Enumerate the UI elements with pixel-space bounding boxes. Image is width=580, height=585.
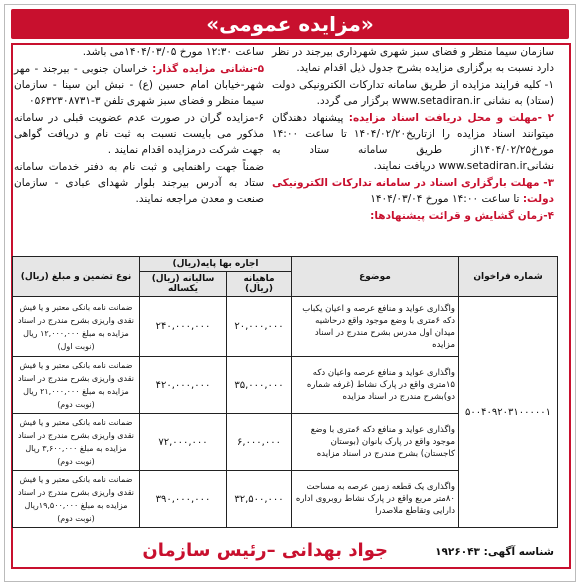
item-3	[272, 175, 554, 207]
item-4-label: ۴-زمان گشایش و قرائت پیشنهادها:	[370, 210, 554, 222]
announcement-text	[10, 44, 558, 250]
ad-number: شناسه آگهی: ۱۹۲۶۰۴۳	[435, 546, 554, 558]
header-yearly: سالیانه (ریال) یکساله	[140, 272, 227, 297]
monthly-cell: ۳۵,۰۰۰,۰۰۰	[227, 357, 292, 414]
text-column-right	[272, 44, 554, 225]
item-1: ۱- کلیه فرایند مزایده از طریق سامانه تدارکات الکترونیکی دولت (ستاد) به نشانی www.setadiran.ir برگزار می گردد.	[272, 79, 554, 107]
intro-paragraph: سازمان سیما منظر و فضای سبز شهری شهرداری بیرجند در نظر دارد نسبت به برگزاری مزایده بشرح جدول ذیل اقدام نماید.	[272, 46, 554, 74]
monthly-cell: ۳۲,۵۰۰,۰۰۰	[227, 471, 292, 528]
item-3-label: ۳- مهلت بارگزاری اسناد در سامانه تدارکات الکترونیکی دولت:	[272, 177, 554, 205]
title-banner	[11, 9, 569, 39]
table-row	[13, 297, 558, 357]
item-2	[272, 110, 554, 174]
yearly-cell: ۲۴۰,۰۰۰,۰۰۰	[140, 297, 227, 357]
footer	[10, 540, 558, 566]
item-2-text: پیشنهاد دهندگان میتوانند اسناد مزایده را ازتاریخ۱۴۰۴/۰۲/۲۰ تا ساعت ۱۴:۰۰ مورخ۱۴۰۴/۰۲/۲۵از طریق سامانه ستاد به نشانیwww.setadiran.ir دریافت نمایند.	[272, 112, 554, 172]
subject-cell: واگذاری عواید و منافع عرصه و اعیان یکباب دکه ۶متری با وضع موجود واقع درحاشیه میدان اول مدرس بشرح مندرج در اسناد مزایده	[292, 297, 459, 357]
item-5	[14, 61, 264, 109]
text-column-left	[14, 44, 264, 208]
item-7: ضمناً جهت راهنمایی و ثبت نام به دفتر خدمات سامانه ستاد به آدرس بیرجند بلوار شهدای عبادی - سازمان صنعت و معدن مراجعه نمایند.	[14, 161, 264, 205]
item-4	[272, 208, 554, 224]
item-5-text: خراسان جنوبی - بیرجند - مهر شهر-خیابان امام حسین (ع) - نبش ابن سینا - سازمان سیما منظر و فضای سبز شهری تلفن ۳-۰۵۶۳۲۳۰۸۷۳۱	[14, 63, 264, 107]
subject-cell: واگذاری یک قطعه زمین عرصه به مساحت ۸۰متر مربع واقع در پارک نشاط روبروی اداره دارایی وتقاطع ملاصدرا	[292, 471, 459, 528]
guarantee-cell: ضمانت نامه بانکی معتبر و یا فیش نقدی واریزی بشرح مندرج در اسناد مزایده به مبلغ ۱۹,۵۰۰,۰۰۰ریال (نوبت دوم)	[13, 471, 140, 528]
header-guarantee: نوع تضمین و مبلغ (ریال)	[13, 257, 140, 297]
header-base-rent: اجاره بها پایه(ریال)	[140, 257, 292, 272]
guarantee-cell: ضمانت نامه بانکی معتبر و یا فیش نقدی واریزی بشرح مندرج در اسناد مزایده به مبلغ ۲۱,۰۰۰,۰۰۰ ریال (نوبت دوم)	[13, 357, 140, 414]
guarantee-cell: ضمانت نامه بانکی معتبر و یا فیش نقدی واریزی بشرح مندرج در اسناد مزایده به مبلغ ۳,۶۰۰,۰۰۰ ریال (نوبت دوم)	[13, 414, 140, 471]
item-4-continued: ساعت ۱۲:۳۰ مورخ ۱۴۰۴/۰۳/۰۵می باشد.	[82, 46, 264, 58]
item-5-label: ۵-نشانی مزایده گذار:	[152, 63, 265, 75]
subject-cell: واگذاری عواید و منافع دکه ۶متری با وضع موجود واقع در پارک بانوان (بوستان کاجستان) بشرح مندرج در اسناد مزایده	[292, 414, 459, 471]
item-3-text: تا ساعت ۱۴:۰۰ مورخ ۱۴۰۴/۰۳/۰۴	[370, 193, 520, 205]
signer-name: جواد بهدانی –رئیس سازمان	[142, 540, 388, 561]
yearly-cell: ۴۲۰,۰۰۰,۰۰۰	[140, 357, 227, 414]
yearly-cell: ۷۲,۰۰۰,۰۰۰	[140, 414, 227, 471]
monthly-cell: ۲۰,۰۰۰,۰۰۰	[227, 297, 292, 357]
monthly-cell: ۶,۰۰۰,۰۰۰	[227, 414, 292, 471]
auction-table	[12, 256, 558, 528]
header-monthly: ماهیانه (ریال)	[227, 272, 292, 297]
guarantee-cell: ضمانت نامه بانکی معتبر و یا فیش نقدی واریزی بشرح مندرج در اسناد مزایده به مبلغ ۱۲,۰۰۰,۰۰۰ ریال (نوبت اول)	[13, 297, 140, 357]
page-title: «مزایده عمومی»	[206, 12, 374, 36]
call-number-cell: ۵۰۰۴۰۹۲۰۳۱۰۰۰۰۰۱	[459, 297, 558, 528]
item-2-label: ۲ -مهلت و محل دریافت اسناد مزایده:	[348, 112, 554, 124]
item-6: ۶-مزایده گران در صورت عدم عضویت قبلی در سامانه مذکور می بایست نسبت به ثبت نام و دریافت گواهی جهت شرکت درمزایده اقدام نمایند .	[14, 112, 264, 156]
yearly-cell: ۳۹۰,۰۰۰,۰۰۰	[140, 471, 227, 528]
header-call-number: شماره فراخوان	[459, 257, 558, 297]
header-subject: موضوع	[292, 257, 459, 297]
subject-cell: واگذاری عواید و منافع عرصه واعیان دکه ۱۵متری واقع در پارک نشاط (غرفه شماره دو)بشرح مندرج در اسناد مزایده	[292, 357, 459, 414]
